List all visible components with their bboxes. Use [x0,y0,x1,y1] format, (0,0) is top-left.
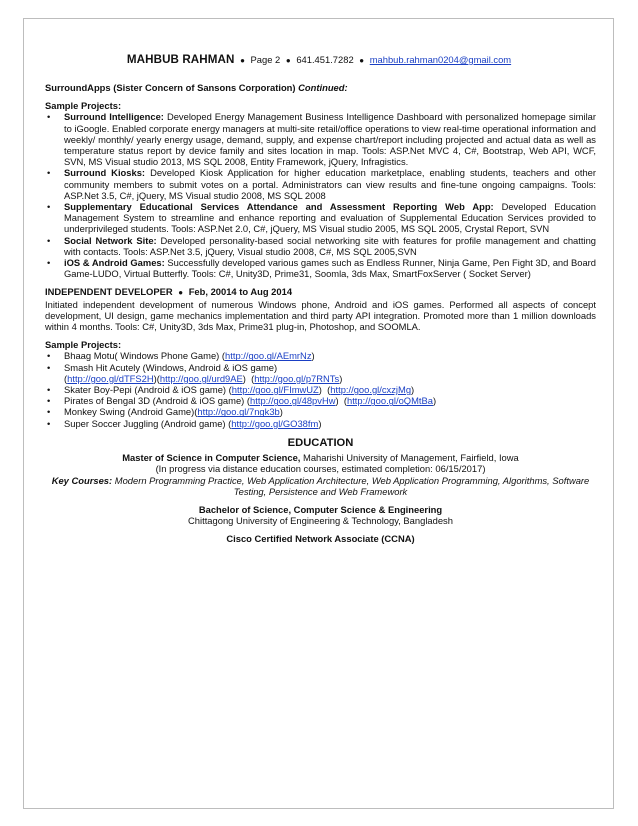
bs-school: Chittagong University of Engineering & Technology, Bangladesh [188,515,453,527]
project-item: • Social Network Site: Developed personality-based social networking site with features for profile management and chatting with contacts. Tools: ASP.Net 3.5, jQuery, Visual studio 2008, C#, MS SQL 2005,SVN [45,235,596,257]
game-link[interactable]: http://goo.gl/cxzjMg [330,384,412,396]
job-title: INDEPENDENT DEVELOPER [45,286,173,298]
game-link[interactable]: http://goo.gl/oQMtBa [346,395,433,407]
game-link[interactable]: http://goo.gl/7ngk3b [197,406,280,418]
key-courses [45,475,596,497]
job-dates: Feb, 20014 to Aug 2014 [188,286,293,298]
resume-body [45,82,596,545]
separator-dot: ● [240,56,245,65]
game-item: • Pirates of Bengal 3D (Android & iOS game) (http://goo.gl/48pvHw) (http://goo.gl/oQMtBa) [45,395,596,406]
game-item: • Super Soccer Juggling (Android game) (http://goo.gl/GO38fm) [45,418,596,429]
project-item: • Surround Intelligence: Developed Energy Management Business Intelligence Dashboard with personalized homepage similar to iGoogle. Enabled corporate energy managers at multi-site retail/office operations to view real-time operational information and weekly/ monthly/ yearly energy usage, demand, supply, and expense chart/report including projected and actual data as well as temperature status report by device family and sites location in map. Tools: ASP.Net MVC 4, C#, Bootstrap, Web API, WCF, SVN, MS Visual studio 2013, MS SQL 2008, Entity Framework, jQuery, Infragistics. [45,111,596,167]
game-item: • Monkey Swing (Android Game)(http://goo.gl/7ngk3b) [45,406,596,417]
independent-summary: Initiated independent development of numerous Windows phone, Android and iOS games. Performed all aspects of concept development, UI design, game mechanics implementation and third party API integration. Promoted more than 1 million downloads within 4 months. Tools: C#, Unity3D, 3ds Max, Prime31 plug-in, Photoshop, and SOOMLA. [45,298,596,333]
ms-degree-line [45,452,596,463]
page-header [0,53,638,66]
game-list [45,350,596,428]
ms-note: (In progress via distance education courses, estimated completion: 06/15/2017) [155,463,486,475]
company-heading [45,82,596,93]
company-title: SurroundApps (Sister Concern of Sansons Corporation) [45,82,296,93]
project-item: • Supplementary Educational Services Attendance and Assessment Reporting Web App: Developed Education Management System to streamline and enhance reporting and evaluation of Supplemental Education Services provided to underprivileged students. Tools: ASP.Net 2.0, C#, jQuery, MS Visual studio 2005, MS SQL 2005, Crystal Report, SVN [45,201,596,235]
independent-heading [45,286,596,298]
game-link[interactable]: http://goo.gl/AEmrNz [225,350,312,362]
key-courses-list: Modern Programming Practice, Web Application Architecture, Web Application Programming, Algorithms, Software Testing, Persistence and Web Framework [114,474,590,497]
game-link[interactable]: http://goo.gl/48pvHw [250,395,336,407]
game-link[interactable]: http://goo.gl/dTFS2H [67,372,154,384]
separator-dot: ● [285,56,291,65]
ms-degree: Master of Science in Computer Science, [122,452,301,464]
company-project-list [45,111,596,279]
game-link[interactable]: http://goo.gl/p7RNTs [254,372,340,384]
project-item: • iOS & Android Games: Successfully developed various games such as Endless Runner, Ninja Game, Pen Fight 3D, and Board Game-LUDO, Virtual Butterfly. Tools: C#, Unity3D, Prime31, Soomla, 3ds Max, SmartFoxServer ( Socket Server) [45,257,596,279]
education-heading: EDUCATION [287,436,354,449]
game-link[interactable]: http://goo.gl/GO38fm [231,417,319,429]
ms-school: Maharishi University of Management, Fairfield, Iowa [303,452,519,464]
email-link[interactable]: mahbub.rahman0204@gmail.com [369,54,512,65]
certification: Cisco Certified Network Associate (CCNA) [226,533,415,545]
separator-dot: ● [359,56,365,65]
page-number: Page 2 [250,54,281,65]
game-item: • Smash Hit Acutely (Windows, Android & iOS game) (http://goo.gl/dTFS2H)(http://goo.gl/urd9AE) (http://goo.gl/p7RNTs) [45,362,596,384]
game-item: • Skater Boy-Pepi (Android & iOS game) (http://goo.gl/FImwUZ) (http://goo.gl/cxzjMg) [45,384,596,395]
project-item: • Surround Kiosks: Developed Kiosk Application for higher education marketplace, enabling students, teachers and other community members to submit votes on a portal. Administrators can view results and fine-tune ongoing campaigns. Tools: ASP.Net 3.5, C#, jQuery, MS Visual studio 2008, MS SQL 2008 [45,167,596,201]
phone-number: 641.451.7282 [296,54,354,65]
game-item: • Bhaag Motu( Windows Phone Game) (http://goo.gl/AEmrNz) [45,350,596,361]
candidate-name: MAHBUB RAHMAN [126,53,235,66]
key-courses-label: Key Courses: [51,474,113,486]
game-link[interactable]: http://goo.gl/FImwUZ [231,384,319,396]
continued-label: Continued: [298,82,348,93]
sample-projects-heading: Sample Projects: [45,100,122,112]
bs-degree: Bachelor of Science, Computer Science & Engineering [198,503,443,515]
separator-dot: ● [178,288,184,298]
sample-projects-heading: Sample Projects: [45,339,122,351]
game-link[interactable]: http://goo.gl/urd9AE [159,372,243,384]
